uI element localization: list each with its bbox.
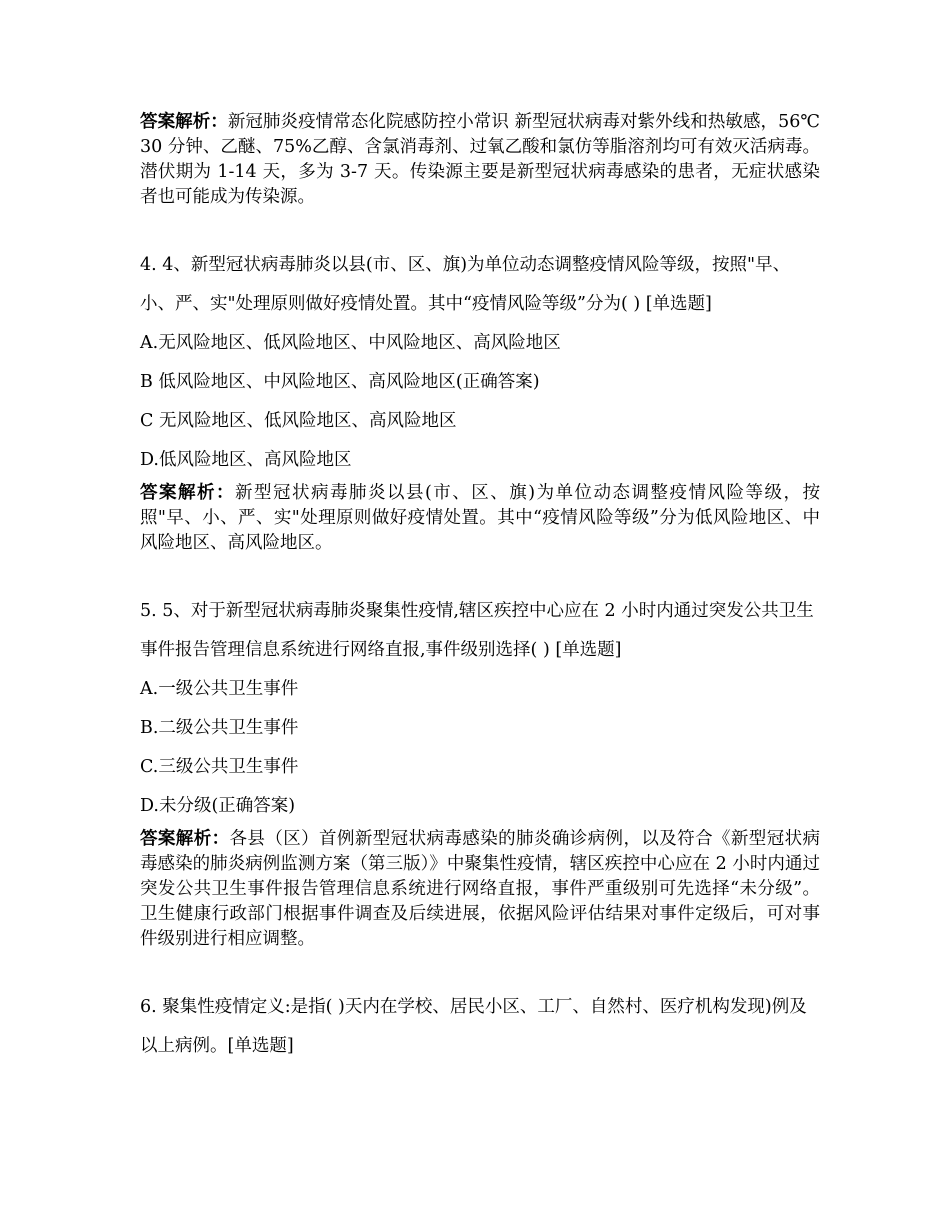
- option-d: D.未分级(正确答案): [140, 796, 296, 816]
- question-text: 5. 5、对于新型冠状病毒肺炎聚集性疫情,辖区疾控中心应在 2 小时内通过突发公共卫生事件报告管理信息系统进行网络直报,事件级别选择( ) [单选题]: [140, 601, 814, 660]
- analysis-label: 答案解析：: [140, 112, 228, 132]
- option-c: C 无风险地区、低风险地区、高风险地区: [140, 411, 457, 431]
- analysis-label: 答案解析：: [140, 829, 230, 849]
- question-4: [140, 246, 820, 556]
- analysis-text: 各县（区）首例新型冠状病毒感染的肺炎确诊病例，以及符合《新型冠状病毒感染的肺炎病例监测方案（第三版）》中聚集性疫情，辖区疾控中心应在 2 小时内通过突发公共卫生事件报告管理信息系统进行网络直报，事件严重级别可先选择“未分级”。卫生健康行政部门根据事件调查及后续进展，依据风险评估结果对事件定级后，可对事件级别进行相应调整。: [140, 829, 821, 949]
- answer-analysis: [140, 827, 820, 952]
- analysis-text: 新冠肺炎疫情常态化院感防控小常识 新型冠状病毒对紫外线和热敏感，56℃ 30 分钟、乙醚、75%乙醇、含氯消毒剂、过氧乙酸和氯仿等脂溶剂均可有效灭活病毒。潜伏期为 1-14 天，多为 3-7 天。传染源主要是新型冠状病毒感染的患者，无症状感染者也可能成为传染源。: [140, 112, 821, 207]
- analysis-text: 新型冠状病毒肺炎以县(市、区、旗)为单位动态调整疫情风险等级，按照"早、小、严、实"处理原则做好疫情处置。其中“疫情风险等级”分为低风险地区、中风险地区、高风险地区。: [140, 483, 821, 553]
- analysis-label: 答案解析：: [140, 483, 235, 503]
- option-a: A.一级公共卫生事件: [140, 679, 299, 699]
- question-6: [140, 988, 820, 1066]
- document-page: [140, 110, 820, 1066]
- option-a: A.无风险地区、低风险地区、中风险地区、高风险地区: [140, 333, 561, 353]
- option-b: B.二级公共卫生事件: [140, 718, 299, 738]
- option-c: C.三级公共卫生事件: [140, 757, 299, 777]
- option-d: D.低风险地区、高风险地区: [140, 450, 352, 470]
- answer-analysis-block1: [140, 110, 820, 210]
- question-text: 4. 4、新型冠状病毒肺炎以县(市、区、旗)为单位动态调整疫情风险等级，按照"早、小、严、实"处理原则做好疫情处置。其中“疫情风险等级”分为( ) [单选题]: [140, 255, 791, 314]
- question-text: 6. 聚集性疫情定义:是指( )天内在学校、居民小区、工厂、自然村、医疗机构发现)例及以上病例。[单选题]: [140, 997, 807, 1056]
- question-5: [140, 592, 820, 952]
- answer-analysis: [140, 481, 820, 556]
- option-b: B 低风险地区、中风险地区、高风险地区(正确答案): [140, 372, 540, 392]
